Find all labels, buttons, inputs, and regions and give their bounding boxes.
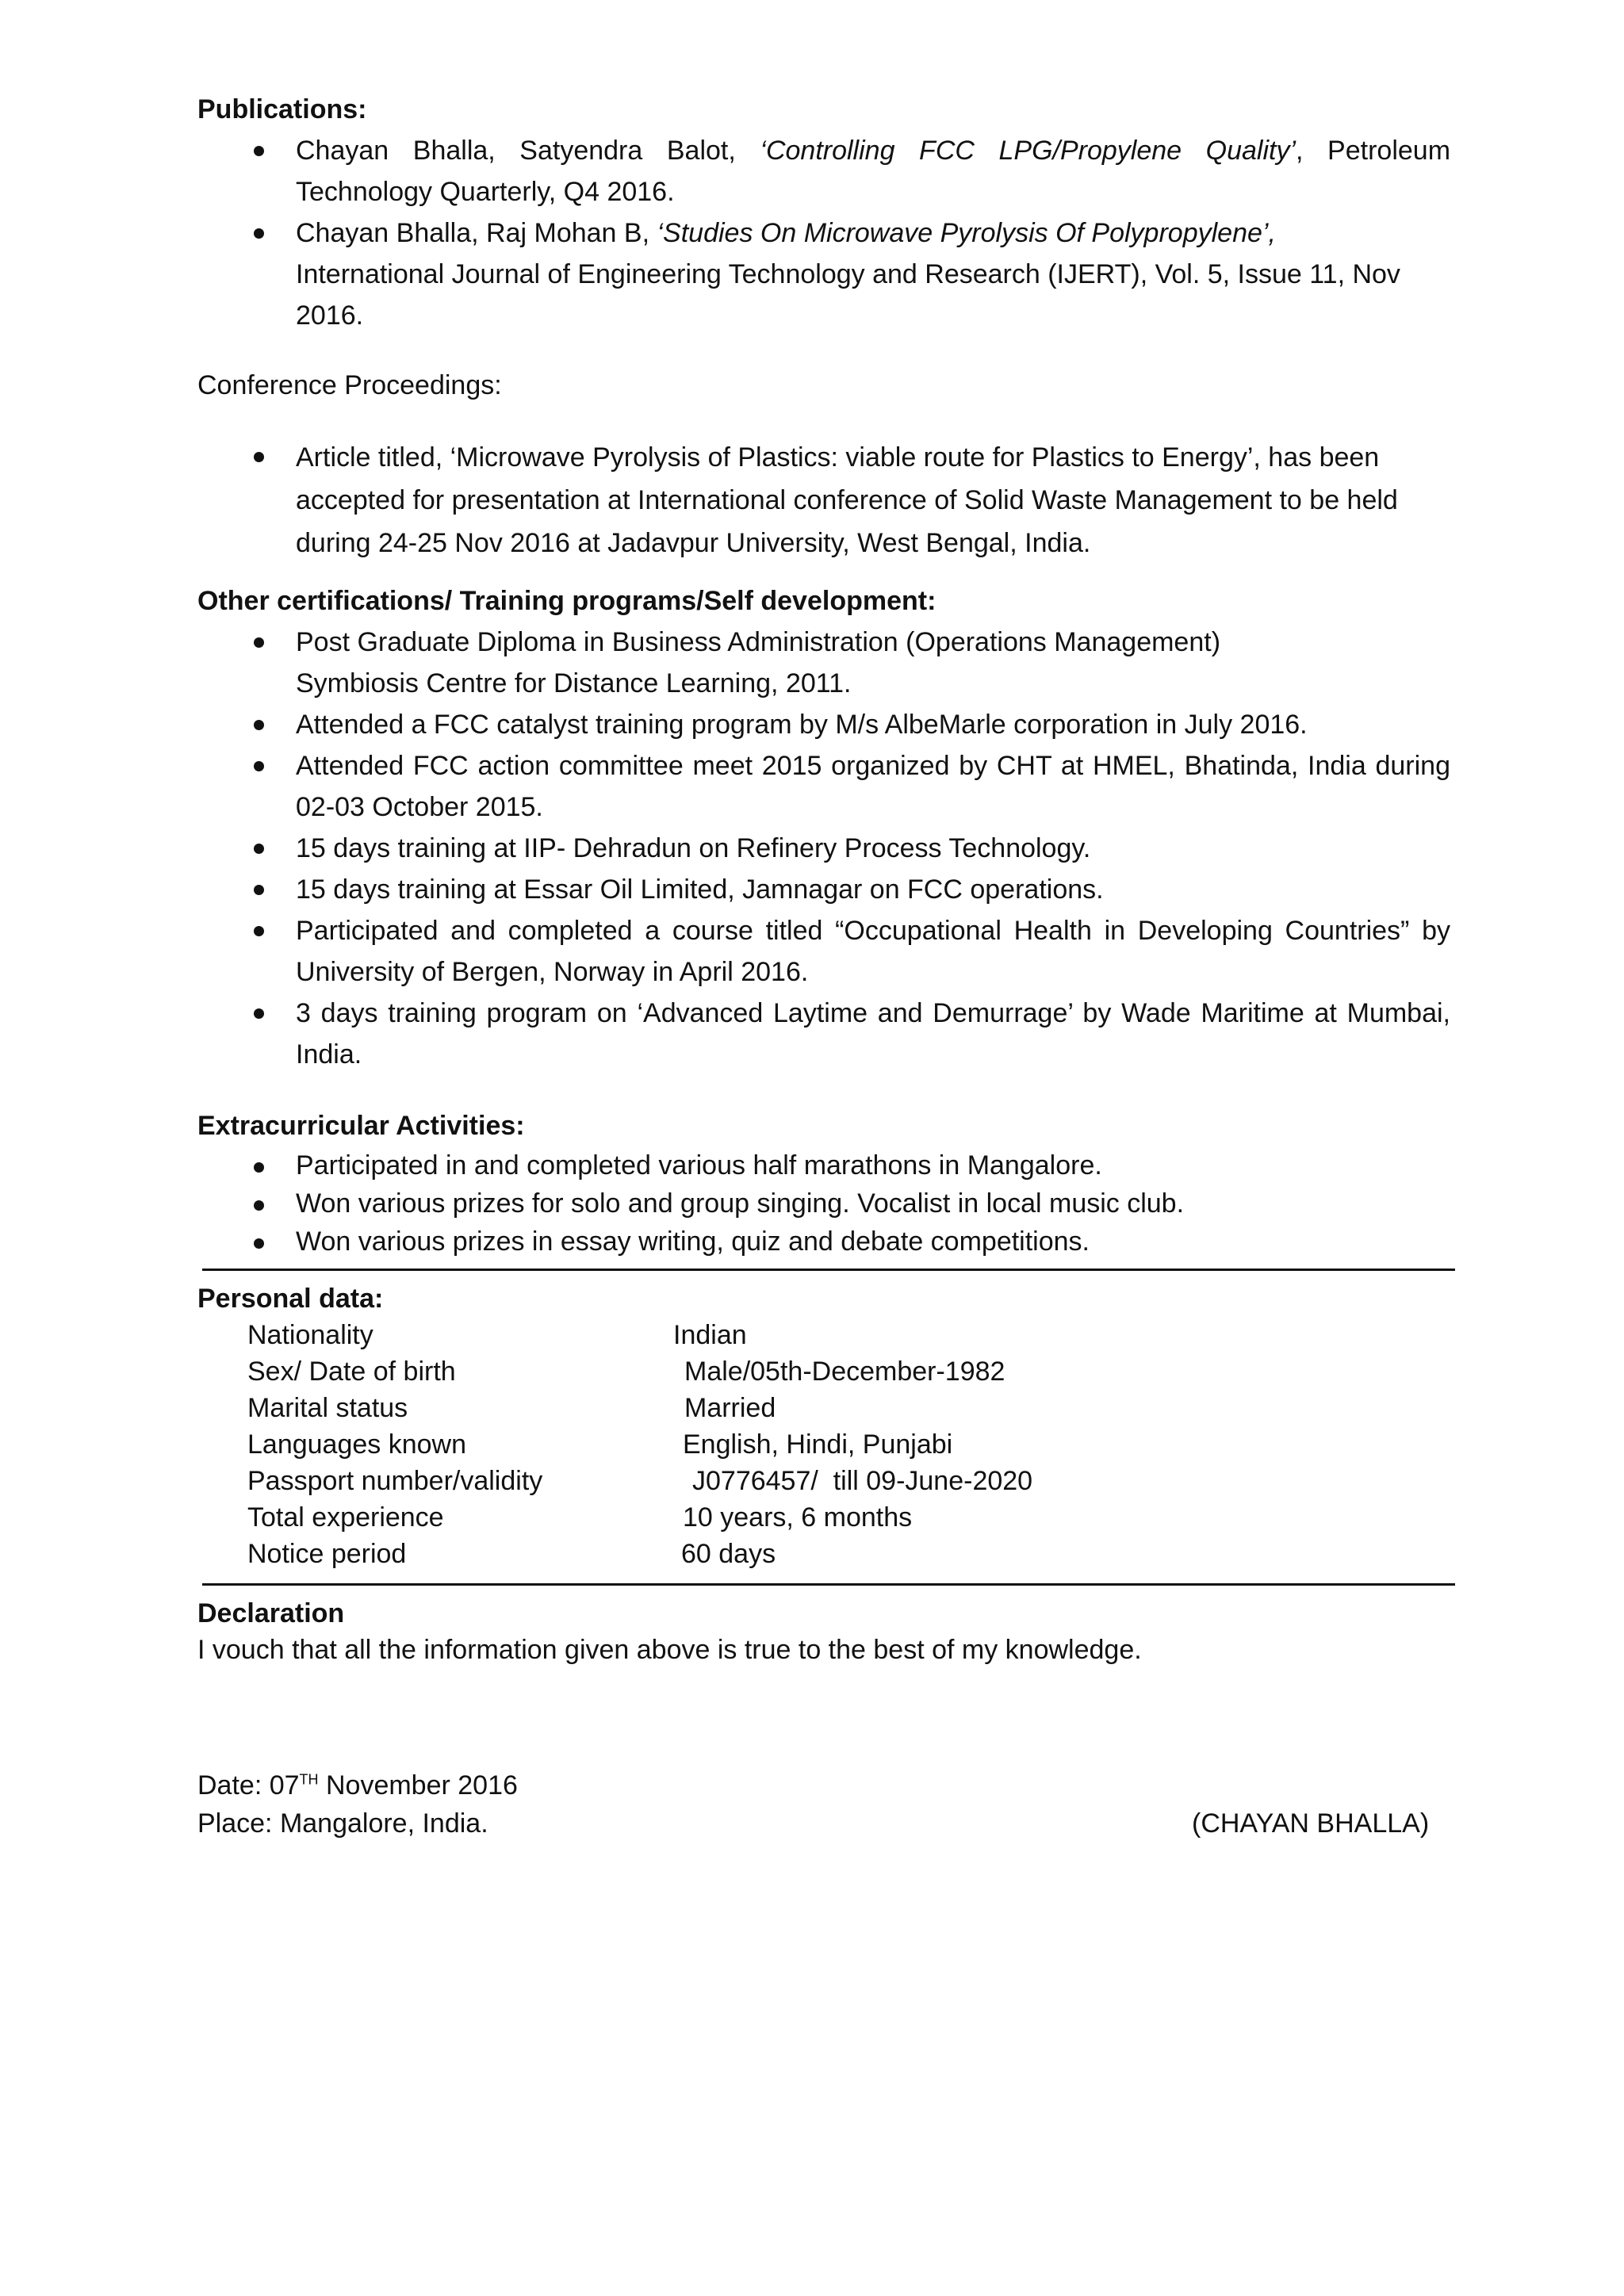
personal-data-label: Languages known <box>247 1429 467 1460</box>
personal-data-label: Nationality <box>247 1320 373 1350</box>
personal-data-row <box>197 1317 1450 1353</box>
declaration-text: I vouch that all the information given above is true to the best of my knowledge. <box>197 1635 1142 1665</box>
publications-heading: Publications: <box>197 94 367 124</box>
place-line <box>197 1804 1450 1843</box>
extracurricular-list <box>197 1146 1450 1261</box>
personal-data-label: Notice period <box>247 1539 407 1569</box>
certifications-heading: Other certifications/ Training programs/Self development: <box>197 586 936 616</box>
signatory-name: (CHAYAN BHALLA) <box>1192 1808 1430 1839</box>
publication-title: ‘Studies On Microwave Pyrolysis Of Polypropylene’, <box>657 218 1276 248</box>
certification-item: Attended FCC action committee meet 2015 organized by CHT at HMEL, Bhatinda, India during 02-03 October 2015. <box>197 745 1450 828</box>
extracurricular-section <box>197 1105 1450 1261</box>
publication-item <box>197 130 1450 212</box>
personal-data-value: Male/05th-December-1982 <box>684 1357 1005 1387</box>
publication-source: , Petroleum Technology Quarterly, Q4 2016. <box>296 136 1451 207</box>
certification-item: 15 days training at Essar Oil Limited, Jamnagar on FCC operations. <box>197 869 1450 910</box>
publication-authors: Chayan Bhalla, Raj Mohan B, <box>296 218 657 248</box>
certification-item: 3 days training program on ‘Advanced Laytime and Demurrage’ by Wade Maritime at Mumbai, India. <box>197 993 1450 1075</box>
extracurricular-item: Won various prizes in essay writing, quiz and debate competitions. <box>197 1223 1450 1261</box>
personal-data-value: English, Hindi, Punjabi <box>683 1429 953 1460</box>
extracurricular-heading: Extracurricular Activities: <box>197 1111 525 1141</box>
personal-data-value: 60 days <box>681 1539 776 1569</box>
extracurricular-item: Won various prizes for solo and group singing. Vocalist in local music club. <box>197 1184 1450 1223</box>
personal-data-row <box>197 1353 1450 1390</box>
personal-data-heading: Personal data: <box>197 1284 384 1314</box>
personal-data-value: 10 years, 6 months <box>683 1502 913 1533</box>
date-superscript: TH <box>299 1771 319 1788</box>
conference-heading: Conference Proceedings: <box>197 370 502 400</box>
signature-section <box>197 1766 1450 1843</box>
personal-data-label: Total experience <box>247 1502 444 1533</box>
personal-data-value: Married <box>684 1393 776 1423</box>
personal-data-row <box>197 1426 1450 1463</box>
certification-item: 15 days training at IIP- Dehradun on Refinery Process Technology. <box>197 828 1450 869</box>
certification-line: Post Graduate Diploma in Business Administration (Operations Management) <box>296 627 1221 657</box>
publication-item <box>197 212 1450 336</box>
publications-section <box>197 89 1450 336</box>
publication-authors: Chayan Bhalla, Satyendra Balot, <box>296 136 760 166</box>
date-prefix: Date: 07 <box>197 1770 300 1800</box>
certification-item: Participated and completed a course titled “Occupational Health in Developing Countries” by University of Bergen, Norway in April 2016. <box>197 910 1450 993</box>
date-line <box>197 1766 1450 1804</box>
certification-item: Attended a FCC catalyst training program by M/s AlbeMarle corporation in July 2016. <box>197 704 1450 745</box>
personal-data-row <box>197 1463 1450 1499</box>
certification-line: Symbiosis Centre for Distance Learning, 2011. <box>296 668 852 698</box>
personal-data-value: J0776457/ till 09-June-2020 <box>692 1466 1033 1496</box>
personal-data-label: Passport number/validity <box>247 1466 543 1496</box>
publication-title: ‘Controlling FCC LPG/Propylene Quality’ <box>760 136 1297 166</box>
place-text: Place: Mangalore, India. <box>197 1808 488 1839</box>
certifications-list <box>197 622 1450 1075</box>
resume-content <box>197 89 1450 1843</box>
certifications-section <box>197 580 1450 1075</box>
declaration-heading: Declaration <box>197 1598 345 1628</box>
declaration-section <box>197 1595 1450 1668</box>
personal-data-section <box>197 1280 1450 1572</box>
personal-data-label: Marital status <box>247 1393 408 1423</box>
publication-source: International Journal of Engineering Technology and Research (IJERT), Vol. 5, Issue 11, Nov 2016. <box>296 259 1400 331</box>
section-divider <box>202 1583 1455 1586</box>
personal-data-row <box>197 1536 1450 1572</box>
personal-data-value: Indian <box>673 1320 747 1350</box>
section-divider <box>202 1269 1455 1271</box>
publications-list <box>197 130 1450 336</box>
conference-item: Article titled, ‘Microwave Pyrolysis of Plastics: viable route for Plastics to Energy’, has been accepted for presentation at International conference of Solid Waste Management to be held during 24-25 Nov 2016 at Jadavpur University, West Bengal, India. <box>197 436 1450 564</box>
personal-data-label: Sex/ Date of birth <box>247 1357 456 1387</box>
personal-data-row <box>197 1499 1450 1536</box>
conference-list <box>197 436 1450 564</box>
certification-item <box>197 622 1450 704</box>
date-suffix: November 2016 <box>318 1770 518 1800</box>
extracurricular-item: Participated in and completed various half marathons in Mangalore. <box>197 1146 1450 1184</box>
personal-data-row <box>197 1390 1450 1426</box>
conference-section <box>197 365 1450 564</box>
